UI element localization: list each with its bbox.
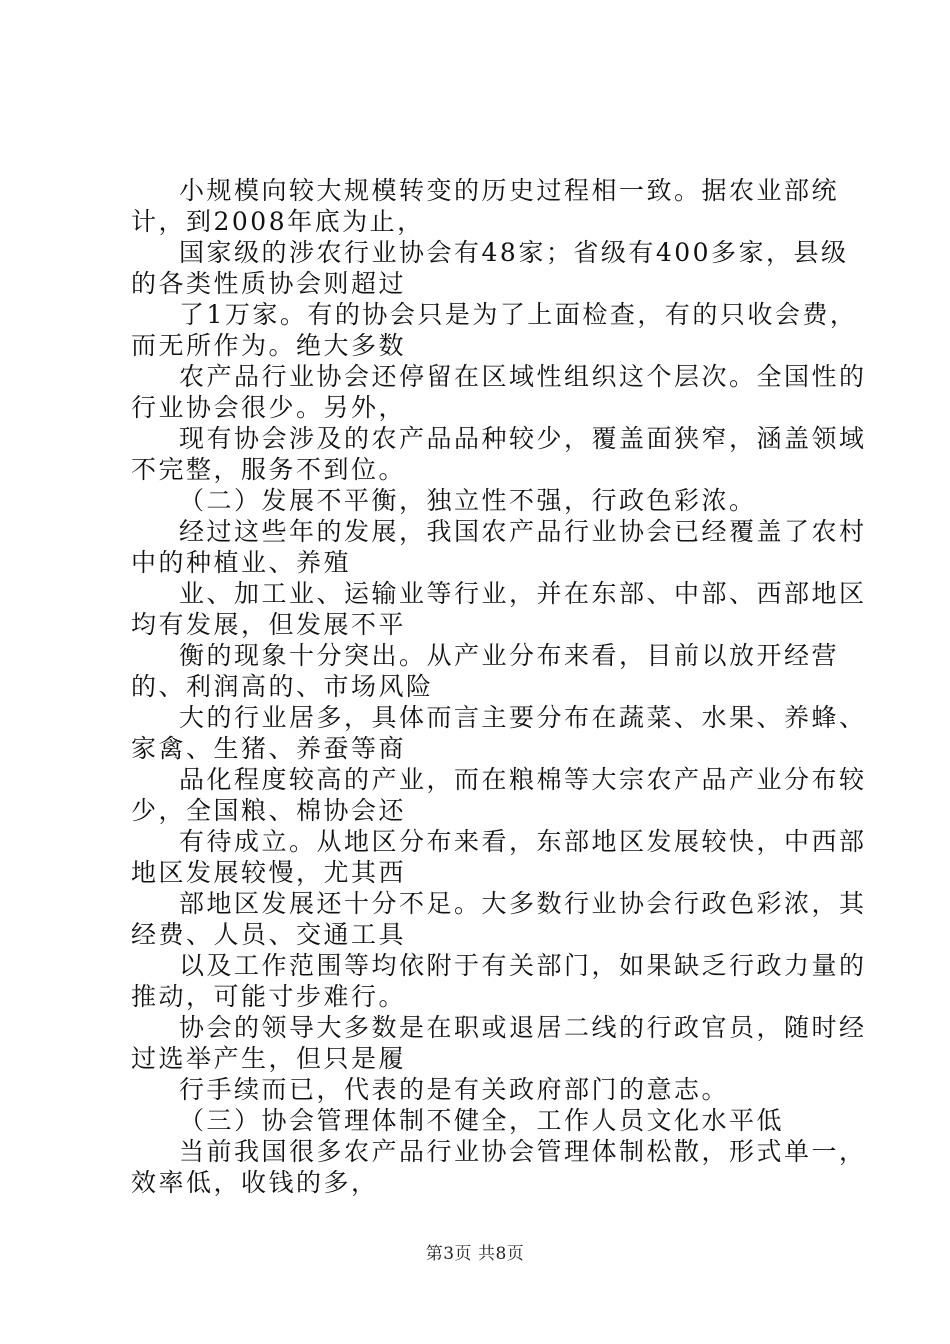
paragraph-9: 衡的现象十分突出。从产业分布来看，目前以放开经营的、利润高的、市场风险 bbox=[131, 641, 840, 701]
section-heading-3: （三）协会管理体制不健全，工作人员文化水平低 bbox=[179, 1106, 785, 1135]
paragraph-7: 经过这些年的发展，我国农产品行业协会已经覆盖了农村中的种植业、养殖 bbox=[131, 517, 867, 577]
paragraph-8: 业、加工业、运输业等行业，并在东部、中部、西部地区均有发展，但发展不平 bbox=[131, 579, 867, 639]
paragraph-16: 行手续而已，代表的是有关政府部门的意志。 bbox=[179, 1075, 730, 1104]
page-footer bbox=[0, 1243, 950, 1265]
section-heading-2: （二）发展不平衡，独立性不强，行政色彩浓。 bbox=[179, 486, 757, 515]
body-text bbox=[131, 175, 871, 1198]
paragraph-14: 以及工作范围等均依附于有关部门，如果缺乏行政力量的推动，可能寸步难行。 bbox=[131, 951, 867, 1011]
paragraph-13: 部地区发展还十分不足。大多数行业协会行政色彩浓，其经费、人员、交通工具 bbox=[131, 889, 867, 949]
paragraph-18: 当前我国很多农产品行业协会管理体制松散，形式单一，效率低，收钱的多， bbox=[131, 1137, 867, 1197]
paragraph-10: 大的行业居多，具体而言主要分布在蔬菜、水果、养蜂、家禽、生猪、养蚕等商 bbox=[131, 703, 867, 763]
paragraph-11: 品化程度较高的产业，而在粮棉等大宗农产品产业分布较少，全国粮、棉协会还 bbox=[131, 765, 867, 825]
paragraph-5: 现有协会涉及的农产品品种较少，覆盖面狭窄，涵盖领域不完整，服务不到位。 bbox=[131, 424, 867, 484]
paragraph-2: 国家级的涉农行业协会有48家；省级有400多家，县级的各类性质协会则超过 bbox=[131, 238, 849, 298]
paragraph-15: 协会的领导大多数是在职或退居二线的行政官员，随时经过选举产生，但只是履 bbox=[131, 1013, 867, 1073]
paragraph-3: 了1万家。有的协会只是为了上面检查，有的只收会费，而无所作为。绝大多数 bbox=[131, 300, 858, 360]
paragraph-1: 小规模向较大规模转变的历史过程相一致。据农业部统计，到2008年底为止， bbox=[131, 176, 840, 236]
paragraph-4: 农产品行业协会还停留在区域性组织这个层次。全国性的行业协会很少。另外， bbox=[131, 362, 867, 422]
page-number-label: 第3页 共8页 bbox=[425, 1244, 525, 1264]
paragraph-12: 有待成立。从地区分布来看，东部地区发展较快，中西部地区发展较慢，尤其西 bbox=[131, 827, 867, 887]
